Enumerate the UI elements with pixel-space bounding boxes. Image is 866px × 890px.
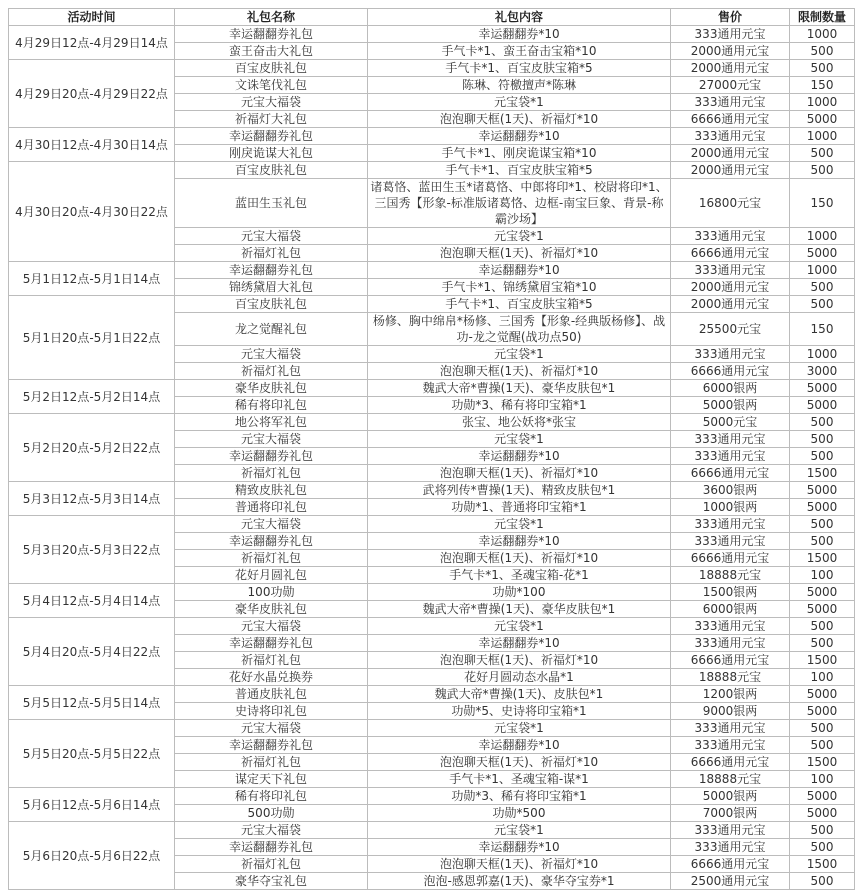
- pack-name-cell: 祈福灯礼包: [175, 550, 368, 567]
- limit-cell: 500: [790, 533, 855, 550]
- price-cell: 6666通用元宝: [671, 550, 790, 567]
- pack-name-cell: 花好月圆礼包: [175, 567, 368, 584]
- limit-cell: 500: [790, 279, 855, 296]
- pack-content-cell: 幸运翻翻券*10: [368, 128, 671, 145]
- table-row: [9, 162, 855, 179]
- limit-cell: 1000: [790, 94, 855, 111]
- pack-content-cell: 元宝袋*1: [368, 822, 671, 839]
- activity-time-cell: 4月30日12点-4月30日14点: [9, 128, 175, 162]
- header-pack-name: 礼包名称: [175, 9, 368, 26]
- pack-content-cell: 手气卡*1、蛮王奋击宝箱*10: [368, 43, 671, 60]
- price-cell: 333通用元宝: [671, 431, 790, 448]
- pack-content-cell: 幸运翻翻券*10: [368, 448, 671, 465]
- activity-time-cell: 5月2日20点-5月2日22点: [9, 414, 175, 482]
- pack-name-cell: 祈福灯大礼包: [175, 111, 368, 128]
- limit-cell: 1000: [790, 346, 855, 363]
- activity-time-cell: 5月6日20点-5月6日22点: [9, 822, 175, 890]
- limit-cell: 5000: [790, 584, 855, 601]
- limit-cell: 500: [790, 822, 855, 839]
- pack-name-cell: 豪华皮肤礼包: [175, 601, 368, 618]
- activity-time-cell: 5月5日20点-5月5日22点: [9, 720, 175, 788]
- pack-content-cell: 诸葛恪、蓝田生玉*诸葛恪、中郎将印*1、校尉将印*1、三国秀【形象-标准版诸葛恪、边框-南宝巨象、背景-称霸沙场】: [368, 179, 671, 228]
- table-row: [9, 262, 855, 279]
- pack-name-cell: 地公将军礼包: [175, 414, 368, 431]
- price-cell: 2000通用元宝: [671, 162, 790, 179]
- table-row: [9, 516, 855, 533]
- limit-cell: 500: [790, 873, 855, 890]
- pack-content-cell: 杨修、胸中绵帛*杨修、三国秀【形象-经典版杨修】、战功-龙之觉醒(战功点50): [368, 313, 671, 346]
- pack-name-cell: 稀有将印礼包: [175, 788, 368, 805]
- price-cell: 2000通用元宝: [671, 43, 790, 60]
- pack-content-cell: 泡泡聊天框(1天)、祈福灯*10: [368, 856, 671, 873]
- limit-cell: 500: [790, 296, 855, 313]
- pack-content-cell: 手气卡*1、百宝皮肤宝箱*5: [368, 162, 671, 179]
- pack-name-cell: 元宝大福袋: [175, 94, 368, 111]
- pack-content-cell: 功勋*3、稀有将印宝箱*1: [368, 397, 671, 414]
- pack-content-cell: 功勋*3、稀有将印宝箱*1: [368, 788, 671, 805]
- pack-name-cell: 花好水晶兑换券: [175, 669, 368, 686]
- activity-time-cell: 5月4日20点-5月4日22点: [9, 618, 175, 686]
- pack-name-cell: 蛮王奋击大礼包: [175, 43, 368, 60]
- limit-cell: 1000: [790, 128, 855, 145]
- pack-content-cell: 魏武大帝*曹操(1天)、豪华皮肤包*1: [368, 380, 671, 397]
- price-cell: 2000通用元宝: [671, 145, 790, 162]
- pack-name-cell: 普通皮肤礼包: [175, 686, 368, 703]
- limit-cell: 1500: [790, 856, 855, 873]
- limit-cell: 150: [790, 77, 855, 94]
- activity-time-cell: 5月5日12点-5月5日14点: [9, 686, 175, 720]
- pack-content-cell: 元宝袋*1: [368, 516, 671, 533]
- pack-name-cell: 元宝大福袋: [175, 228, 368, 245]
- price-cell: 6666通用元宝: [671, 465, 790, 482]
- gift-pack-schedule-table: [8, 8, 855, 890]
- price-cell: 333通用元宝: [671, 839, 790, 856]
- price-cell: 6666通用元宝: [671, 754, 790, 771]
- pack-content-cell: 手气卡*1、刚戾诡谋宝箱*10: [368, 145, 671, 162]
- table-row: [9, 720, 855, 737]
- pack-content-cell: 武将列传*曹操(1天)、精致皮肤包*1: [368, 482, 671, 499]
- price-cell: 7000银两: [671, 805, 790, 822]
- pack-content-cell: 泡泡聊天框(1天)、祈福灯*10: [368, 245, 671, 262]
- pack-name-cell: 100功勋: [175, 584, 368, 601]
- limit-cell: 5000: [790, 788, 855, 805]
- limit-cell: 100: [790, 567, 855, 584]
- pack-content-cell: 功勋*100: [368, 584, 671, 601]
- price-cell: 2000通用元宝: [671, 60, 790, 77]
- pack-content-cell: 幸运翻翻券*10: [368, 26, 671, 43]
- pack-content-cell: 手气卡*1、圣魂宝箱-谋*1: [368, 771, 671, 788]
- pack-content-cell: 幸运翻翻券*10: [368, 839, 671, 856]
- pack-name-cell: 元宝大福袋: [175, 720, 368, 737]
- pack-content-cell: 泡泡聊天框(1天)、祈福灯*10: [368, 465, 671, 482]
- price-cell: 333通用元宝: [671, 94, 790, 111]
- pack-name-cell: 元宝大福袋: [175, 822, 368, 839]
- pack-name-cell: 元宝大福袋: [175, 346, 368, 363]
- table-row: [9, 584, 855, 601]
- pack-content-cell: 泡泡聊天框(1天)、祈福灯*10: [368, 363, 671, 380]
- table-row: [9, 26, 855, 43]
- price-cell: 2000通用元宝: [671, 296, 790, 313]
- pack-content-cell: 泡泡-感恩郭嘉(1天)、豪华夺宝券*1: [368, 873, 671, 890]
- pack-content-cell: 张宝、地公妖将*张宝: [368, 414, 671, 431]
- pack-content-cell: 幸运翻翻券*10: [368, 635, 671, 652]
- price-cell: 25500元宝: [671, 313, 790, 346]
- limit-cell: 500: [790, 60, 855, 77]
- pack-content-cell: 魏武大帝*曹操(1天)、豪华皮肤包*1: [368, 601, 671, 618]
- activity-time-cell: 5月3日20点-5月3日22点: [9, 516, 175, 584]
- pack-content-cell: 元宝袋*1: [368, 618, 671, 635]
- pack-name-cell: 祈福灯礼包: [175, 652, 368, 669]
- limit-cell: 500: [790, 737, 855, 754]
- price-cell: 333通用元宝: [671, 128, 790, 145]
- limit-cell: 1000: [790, 228, 855, 245]
- price-cell: 5000银两: [671, 397, 790, 414]
- pack-name-cell: 祈福灯礼包: [175, 465, 368, 482]
- pack-name-cell: 龙之觉醒礼包: [175, 313, 368, 346]
- price-cell: 6666通用元宝: [671, 652, 790, 669]
- limit-cell: 3000: [790, 363, 855, 380]
- price-cell: 5000元宝: [671, 414, 790, 431]
- pack-content-cell: 幸运翻翻券*10: [368, 262, 671, 279]
- pack-content-cell: 手气卡*1、百宝皮肤宝箱*5: [368, 60, 671, 77]
- pack-name-cell: 史诗将印礼包: [175, 703, 368, 720]
- price-cell: 333通用元宝: [671, 737, 790, 754]
- limit-cell: 5000: [790, 111, 855, 128]
- price-cell: 333通用元宝: [671, 346, 790, 363]
- header-limit: 限制数量: [790, 9, 855, 26]
- limit-cell: 500: [790, 635, 855, 652]
- pack-content-cell: 幸运翻翻券*10: [368, 533, 671, 550]
- pack-name-cell: 百宝皮肤礼包: [175, 162, 368, 179]
- table-row: [9, 788, 855, 805]
- table-header: [9, 9, 855, 26]
- price-cell: 3600银两: [671, 482, 790, 499]
- pack-name-cell: 元宝大福袋: [175, 431, 368, 448]
- price-cell: 333通用元宝: [671, 516, 790, 533]
- pack-name-cell: 百宝皮肤礼包: [175, 296, 368, 313]
- pack-content-cell: 元宝袋*1: [368, 94, 671, 111]
- price-cell: 333通用元宝: [671, 822, 790, 839]
- price-cell: 18888元宝: [671, 771, 790, 788]
- pack-name-cell: 蓝田生玉礼包: [175, 179, 368, 228]
- activity-time-cell: 5月6日12点-5月6日14点: [9, 788, 175, 822]
- price-cell: 2500通用元宝: [671, 873, 790, 890]
- header-pack-content: 礼包内容: [368, 9, 671, 26]
- pack-name-cell: 谋定天下礼包: [175, 771, 368, 788]
- pack-name-cell: 精致皮肤礼包: [175, 482, 368, 499]
- pack-name-cell: 幸运翻翻券礼包: [175, 635, 368, 652]
- price-cell: 2000通用元宝: [671, 279, 790, 296]
- pack-name-cell: 幸运翻翻券礼包: [175, 839, 368, 856]
- pack-content-cell: 手气卡*1、百宝皮肤宝箱*5: [368, 296, 671, 313]
- pack-name-cell: 稀有将印礼包: [175, 397, 368, 414]
- pack-content-cell: 手气卡*1、圣魂宝箱-花*1: [368, 567, 671, 584]
- price-cell: 18888元宝: [671, 669, 790, 686]
- pack-name-cell: 祈福灯礼包: [175, 245, 368, 262]
- activity-time-cell: 5月1日12点-5月1日14点: [9, 262, 175, 296]
- limit-cell: 5000: [790, 397, 855, 414]
- pack-content-cell: 功勋*500: [368, 805, 671, 822]
- pack-content-cell: 手气卡*1、锦绣黛眉宝箱*10: [368, 279, 671, 296]
- pack-name-cell: 元宝大福袋: [175, 516, 368, 533]
- pack-content-cell: 泡泡聊天框(1天)、祈福灯*10: [368, 111, 671, 128]
- table-row: [9, 414, 855, 431]
- header-price: 售价: [671, 9, 790, 26]
- pack-name-cell: 豪华夺宝礼包: [175, 873, 368, 890]
- limit-cell: 500: [790, 431, 855, 448]
- price-cell: 333通用元宝: [671, 533, 790, 550]
- table-row: [9, 296, 855, 313]
- header-row: [9, 9, 855, 26]
- price-cell: 6666通用元宝: [671, 111, 790, 128]
- pack-name-cell: 幸运翻翻券礼包: [175, 737, 368, 754]
- pack-content-cell: 元宝袋*1: [368, 720, 671, 737]
- price-cell: 6000银两: [671, 380, 790, 397]
- pack-name-cell: 普通将印礼包: [175, 499, 368, 516]
- limit-cell: 1500: [790, 465, 855, 482]
- price-cell: 333通用元宝: [671, 618, 790, 635]
- limit-cell: 5000: [790, 499, 855, 516]
- pack-content-cell: 陈琳、符檄擅声*陈琳: [368, 77, 671, 94]
- limit-cell: 1000: [790, 26, 855, 43]
- limit-cell: 500: [790, 720, 855, 737]
- activity-time-cell: 5月2日12点-5月2日14点: [9, 380, 175, 414]
- limit-cell: 1000: [790, 262, 855, 279]
- activity-time-cell: 5月4日12点-5月4日14点: [9, 584, 175, 618]
- price-cell: 6666通用元宝: [671, 245, 790, 262]
- limit-cell: 5000: [790, 245, 855, 262]
- limit-cell: 100: [790, 771, 855, 788]
- pack-content-cell: 元宝袋*1: [368, 346, 671, 363]
- price-cell: 5000银两: [671, 788, 790, 805]
- limit-cell: 5000: [790, 482, 855, 499]
- price-cell: 333通用元宝: [671, 228, 790, 245]
- table-row: [9, 822, 855, 839]
- table-body: [9, 26, 855, 890]
- pack-name-cell: 500功勋: [175, 805, 368, 822]
- pack-content-cell: 魏武大帝*曹操(1天)、皮肤包*1: [368, 686, 671, 703]
- pack-name-cell: 元宝大福袋: [175, 618, 368, 635]
- table-row: [9, 380, 855, 397]
- pack-name-cell: 祈福灯礼包: [175, 363, 368, 380]
- pack-name-cell: 豪华皮肤礼包: [175, 380, 368, 397]
- table-row: [9, 482, 855, 499]
- pack-name-cell: 幸运翻翻券礼包: [175, 448, 368, 465]
- pack-content-cell: 花好月圆动态水晶*1: [368, 669, 671, 686]
- price-cell: 333通用元宝: [671, 635, 790, 652]
- limit-cell: 5000: [790, 686, 855, 703]
- pack-content-cell: 功勋*1、普通将印宝箱*1: [368, 499, 671, 516]
- price-cell: 18888元宝: [671, 567, 790, 584]
- pack-name-cell: 幸运翻翻券礼包: [175, 26, 368, 43]
- activity-time-cell: 4月30日20点-4月30日22点: [9, 162, 175, 262]
- price-cell: 6000银两: [671, 601, 790, 618]
- pack-content-cell: 元宝袋*1: [368, 228, 671, 245]
- limit-cell: 1500: [790, 550, 855, 567]
- price-cell: 6666通用元宝: [671, 363, 790, 380]
- limit-cell: 500: [790, 162, 855, 179]
- price-cell: 333通用元宝: [671, 720, 790, 737]
- header-activity-time: 活动时间: [9, 9, 175, 26]
- pack-name-cell: 百宝皮肤礼包: [175, 60, 368, 77]
- pack-content-cell: 泡泡聊天框(1天)、祈福灯*10: [368, 652, 671, 669]
- limit-cell: 500: [790, 448, 855, 465]
- price-cell: 333通用元宝: [671, 262, 790, 279]
- limit-cell: 5000: [790, 380, 855, 397]
- limit-cell: 150: [790, 179, 855, 228]
- activity-time-cell: 5月1日20点-5月1日22点: [9, 296, 175, 380]
- pack-name-cell: 幸运翻翻券礼包: [175, 533, 368, 550]
- pack-name-cell: 幸运翻翻券礼包: [175, 262, 368, 279]
- limit-cell: 500: [790, 618, 855, 635]
- price-cell: 1200银两: [671, 686, 790, 703]
- pack-name-cell: 祈福灯礼包: [175, 856, 368, 873]
- pack-content-cell: 幸运翻翻券*10: [368, 737, 671, 754]
- limit-cell: 1500: [790, 754, 855, 771]
- limit-cell: 500: [790, 516, 855, 533]
- table-row: [9, 686, 855, 703]
- pack-content-cell: 泡泡聊天框(1天)、祈福灯*10: [368, 550, 671, 567]
- limit-cell: 5000: [790, 805, 855, 822]
- limit-cell: 150: [790, 313, 855, 346]
- limit-cell: 5000: [790, 703, 855, 720]
- pack-content-cell: 元宝袋*1: [368, 431, 671, 448]
- pack-name-cell: 文诛笔伐礼包: [175, 77, 368, 94]
- pack-content-cell: 泡泡聊天框(1天)、祈福灯*10: [368, 754, 671, 771]
- price-cell: 27000元宝: [671, 77, 790, 94]
- limit-cell: 100: [790, 669, 855, 686]
- table-row: [9, 128, 855, 145]
- price-cell: 6666通用元宝: [671, 856, 790, 873]
- activity-time-cell: 4月29日12点-4月29日14点: [9, 26, 175, 60]
- table-row: [9, 618, 855, 635]
- activity-time-cell: 5月3日12点-5月3日14点: [9, 482, 175, 516]
- price-cell: 1000银两: [671, 499, 790, 516]
- pack-name-cell: 幸运翻翻券礼包: [175, 128, 368, 145]
- pack-name-cell: 刚戾诡谋大礼包: [175, 145, 368, 162]
- activity-time-cell: 4月29日20点-4月29日22点: [9, 60, 175, 128]
- price-cell: 333通用元宝: [671, 448, 790, 465]
- pack-content-cell: 功勋*5、史诗将印宝箱*1: [368, 703, 671, 720]
- limit-cell: 5000: [790, 601, 855, 618]
- price-cell: 333通用元宝: [671, 26, 790, 43]
- price-cell: 9000银两: [671, 703, 790, 720]
- pack-name-cell: 祈福灯礼包: [175, 754, 368, 771]
- limit-cell: 500: [790, 839, 855, 856]
- limit-cell: 1500: [790, 652, 855, 669]
- pack-name-cell: 锦绣黛眉大礼包: [175, 279, 368, 296]
- limit-cell: 500: [790, 145, 855, 162]
- table-row: [9, 60, 855, 77]
- price-cell: 1500银两: [671, 584, 790, 601]
- price-cell: 16800元宝: [671, 179, 790, 228]
- limit-cell: 500: [790, 43, 855, 60]
- limit-cell: 500: [790, 414, 855, 431]
